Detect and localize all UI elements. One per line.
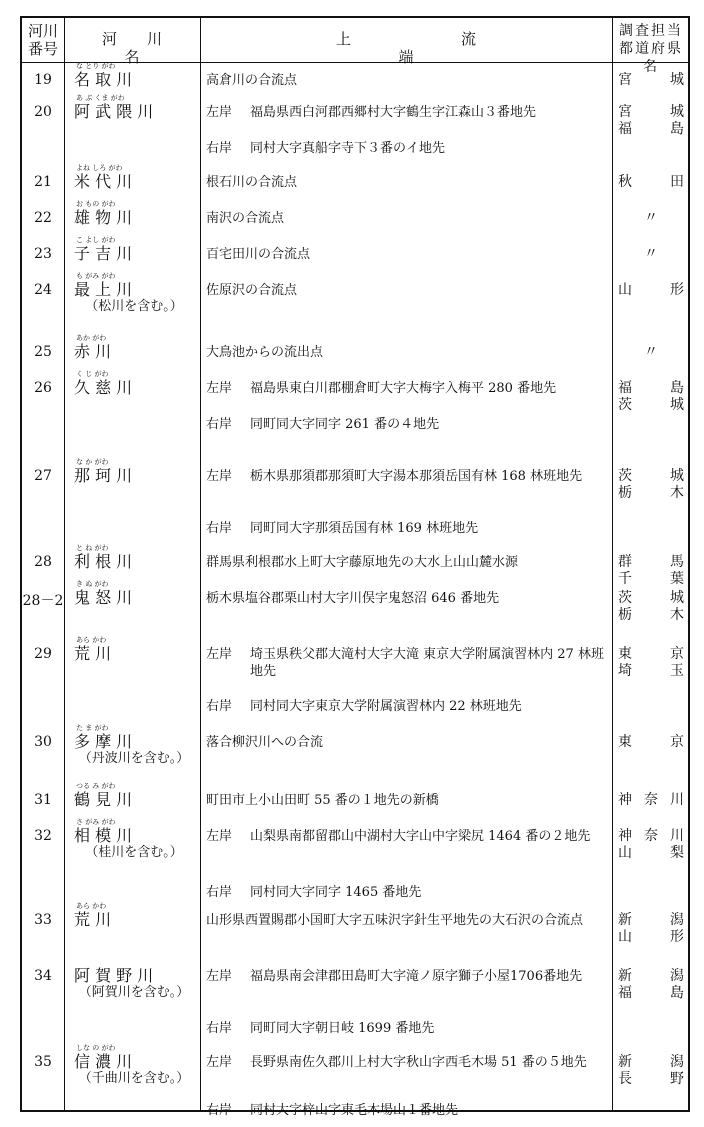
upstream-end-entry: [206, 520, 604, 537]
upstream-end-entry: [206, 246, 604, 263]
river-name-reading: あら かわ: [76, 902, 107, 910]
prefecture-cell: [618, 210, 684, 227]
river-name-cell: [70, 334, 198, 361]
river-name-reading: つる み がわ: [76, 782, 116, 790]
river-name: 鬼 怒 川: [74, 588, 133, 607]
prefecture-cell: [618, 246, 684, 263]
river-number: 27: [34, 468, 52, 484]
prefecture-name: 〃: [644, 210, 658, 226]
upstream-end-text: 福島県東白川郡棚倉町大字大梅字入梅平 280 番地先: [250, 381, 557, 396]
river-name-cell: [70, 636, 198, 663]
prefecture-name: 新 潟: [618, 912, 684, 928]
prefecture-cell: [618, 828, 684, 862]
river-name-cell: [70, 902, 198, 929]
upstream-end-text: 同町同大字同字 261 番の４地先: [250, 417, 440, 432]
river-name: 赤 川: [74, 342, 112, 361]
upstream-end-text: 山形県西置賜郡小国町大字五味沢字針生平地先の大石沢の合流点: [206, 913, 584, 928]
bank-side: 左岸: [206, 969, 233, 984]
river-name-note: （松川を含む。）: [85, 299, 183, 314]
upstream-end-text: 南沢の合流点: [206, 211, 285, 226]
river-name-cell: [70, 236, 198, 263]
river-name: 荒 川: [74, 644, 112, 663]
prefecture-cell: [618, 734, 684, 751]
prefecture-name: 福 島: [618, 985, 684, 1001]
upstream-end-text: 落合柳沢川への合流: [206, 735, 324, 750]
upstream-end-entry: [206, 1054, 604, 1071]
upstream-end-entry: [206, 282, 604, 299]
prefecture-cell: [618, 344, 684, 361]
bank-side: 右岸: [206, 1021, 233, 1036]
river-name: 信 濃 川: [74, 1052, 133, 1071]
river-number: 19: [34, 72, 52, 88]
prefecture-cell: [618, 912, 684, 946]
river-name-note: （丹波川を含む。）: [78, 751, 190, 766]
upstream-end-entry: [206, 210, 604, 227]
upstream-end-text: 栃木県那須郡那須町大字湯本那須岳国有林 168 林班地先: [250, 469, 583, 484]
river-number: 35: [34, 1054, 52, 1070]
prefecture-cell: [618, 104, 684, 138]
river-name-note: （桂川を含む。）: [85, 845, 183, 860]
upstream-end-text: 福島県南会津郡田島町大字滝ノ原字獅子小屋1706番地先: [250, 969, 583, 984]
upstream-end-entry: [206, 968, 604, 985]
upstream-end-text: 群馬県利根郡水上町大字藤原地先の大水上山山麓水源: [206, 555, 519, 570]
prefecture-cell: [618, 792, 684, 809]
prefecture-cell: [618, 468, 684, 502]
river-name-reading: お もの がわ: [76, 200, 116, 208]
river-name-reading: な か がわ: [76, 458, 109, 466]
river-name: 利 根 川: [74, 552, 133, 571]
river-name-cell: [70, 580, 198, 607]
upstream-end-text: 百宅田川の合流点: [206, 247, 311, 262]
river-name: 相 模 川: [74, 826, 133, 845]
bank-side: 右岸: [206, 521, 233, 536]
prefecture-name: 福 島: [618, 380, 684, 396]
bank-side: 左岸: [206, 647, 233, 662]
upstream-end-entry: [206, 828, 604, 845]
river-name-reading: さ がみ がわ: [76, 818, 116, 826]
bank-side: 右岸: [206, 699, 233, 714]
river-name-cell: [70, 164, 198, 191]
prefecture-name: 〃: [644, 246, 658, 262]
river-name-cell: [70, 544, 198, 571]
prefecture-name: 東 京: [618, 734, 684, 750]
river-name: 名 取 川: [74, 70, 133, 89]
header-river-name: 河川名: [101, 30, 192, 66]
river-name-cell: [70, 370, 198, 397]
river-number: 26: [34, 380, 52, 396]
prefecture-name: 山 梨: [618, 845, 684, 861]
column-divider: [612, 18, 613, 1110]
prefecture-name: 秋 田: [618, 174, 684, 190]
upstream-end-entry: [206, 380, 604, 397]
upstream-end-entry: [206, 646, 604, 680]
upstream-end-entry: [206, 104, 604, 121]
upstream-end-entry: [206, 734, 604, 751]
river-name-reading: く じ がわ: [76, 370, 109, 378]
river-name-cell: [70, 272, 198, 315]
upstream-end-entry: [206, 174, 604, 191]
upstream-end-text: 同町同大字那須岳国有林 169 林班地先: [250, 521, 479, 536]
river-number: 29: [34, 646, 52, 662]
prefecture-name: 千 葉: [618, 571, 684, 587]
river-name-reading: あら かわ: [76, 636, 107, 644]
prefecture-name: 茨 城: [618, 590, 684, 606]
river-name-cell: [70, 458, 198, 485]
upstream-end-text: 同村同大字同字 1465 番地先: [250, 885, 422, 900]
river-name-reading: た ま がわ: [76, 724, 109, 732]
prefecture-name: 新 潟: [618, 968, 684, 984]
bank-side: 右岸: [206, 1103, 233, 1118]
upstream-end-entry: [206, 912, 604, 929]
bank-side: 右岸: [206, 885, 233, 900]
river-number: 34: [34, 968, 52, 984]
prefecture-name: 山 形: [618, 929, 684, 945]
river-number: 23: [34, 246, 52, 262]
upstream-end-text: 埼玉県秩父郡大滝村大字大滝 東京大学附属演習林内 27 林班地先: [250, 647, 604, 679]
prefecture-name: 福 島: [618, 121, 684, 137]
upstream-end-text: 大鳥池からの流出点: [206, 345, 324, 360]
river-number: 25: [34, 344, 52, 360]
upstream-end-entry: [206, 72, 604, 89]
header-prefecture: 調査担当都道府県名: [619, 23, 683, 75]
upstream-end-entry: [206, 416, 604, 433]
upstream-end-text: 同村大字真船字寺下３番のイ地先: [250, 141, 446, 156]
river-name-note: （千曲川を含む。）: [78, 1071, 190, 1086]
prefecture-cell: [618, 282, 684, 299]
prefecture-name: 山 形: [618, 282, 684, 298]
river-name: 荒 川: [74, 910, 112, 929]
river-number: 33: [34, 912, 52, 928]
upstream-end-text: 町田市上小山田町 55 番の１地先の新橋: [206, 793, 439, 808]
river-name-reading: あ ぶ くま がわ: [76, 94, 125, 102]
prefecture-cell: [618, 646, 684, 680]
header-upstream-end: 上流端: [335, 30, 586, 66]
bank-side: 左岸: [206, 105, 233, 120]
river-number: 21: [34, 174, 52, 190]
upstream-end-entry: [206, 1020, 604, 1037]
upstream-end-entry: [206, 344, 604, 361]
upstream-end-entry: [206, 590, 604, 607]
prefecture-cell: [618, 174, 684, 191]
river-name-reading: よね しろ がわ: [76, 164, 123, 172]
river-name: 阿 賀 野 川: [74, 966, 154, 985]
column-divider: [64, 18, 65, 1110]
river-name-reading: こ よし がわ: [76, 236, 116, 244]
upstream-end-entry: [206, 140, 604, 157]
prefecture-name: 茨 城: [618, 397, 684, 413]
prefecture-name: 長 野: [618, 1071, 684, 1087]
river-name-reading: と ね がわ: [76, 544, 109, 552]
upstream-end-entry: [206, 698, 604, 715]
river-name: 那 珂 川: [74, 466, 133, 485]
bank-side: 左岸: [206, 829, 233, 844]
river-name: 子 吉 川: [74, 244, 133, 263]
river-name-note: （阿賀川を含む。）: [78, 985, 190, 1000]
river-name-reading: な とり がわ: [76, 62, 116, 70]
prefecture-name: 〃: [644, 344, 658, 360]
column-divider: [200, 18, 201, 1110]
upstream-end-text: 栃木県塩谷郡栗山村大字川俣字鬼怒沼 646 番地先: [206, 591, 500, 606]
prefecture-cell: [618, 380, 684, 414]
prefecture-cell: [618, 554, 684, 588]
prefecture-name: 神 奈 川: [618, 792, 684, 808]
river-name: 久 慈 川: [74, 378, 133, 397]
upstream-end-text: 同村大字梓山字東毛木場山１番地先: [250, 1103, 459, 1118]
river-name: 米 代 川: [74, 172, 133, 191]
river-name-reading: あか がわ: [76, 334, 107, 342]
river-name-cell: [70, 200, 198, 227]
river-number: 24: [34, 282, 52, 298]
river-name-reading: しな の がわ: [76, 1044, 116, 1052]
upstream-end-text: 同町同大字朝日岐 1699 番地先: [250, 1021, 435, 1036]
prefecture-name: 栃 木: [618, 607, 684, 623]
river-number: 22: [34, 210, 52, 226]
river-name: 鶴 見 川: [74, 790, 133, 809]
river-name-cell: [70, 1044, 198, 1087]
bank-side: 左岸: [206, 1055, 233, 1070]
river-number: 20: [34, 104, 52, 120]
bank-side: 右岸: [206, 141, 233, 156]
river-name: 阿 武 隈 川: [74, 102, 154, 121]
prefecture-cell: [618, 1054, 684, 1088]
upstream-end-text: 福島県西白河郡西郷村大字鶴生字江森山３番地先: [250, 105, 537, 120]
upstream-end-entry: [206, 554, 604, 571]
river-name-cell: [70, 818, 198, 861]
prefecture-cell: [618, 590, 684, 624]
prefecture-name: 栃 木: [618, 485, 684, 501]
header-river-number: 河川番号: [27, 22, 58, 58]
river-name-reading: も がみ がわ: [76, 272, 116, 280]
upstream-end-text: 山梨県南都留郡山中湖村大字山中字梁尻 1464 番の２地先: [250, 829, 591, 844]
river-number: 30: [34, 734, 52, 750]
river-number: 28－2: [22, 593, 64, 609]
prefecture-name: 神 奈 川: [618, 828, 684, 844]
river-name: 多 摩 川: [74, 732, 133, 751]
prefecture-name: 東 京: [618, 646, 684, 662]
upstream-end-text: 長野県南佐久郡川上村大字秋山字西毛木場 51 番の５地先: [250, 1055, 587, 1070]
river-name: 最 上 川: [74, 280, 133, 299]
upstream-end-text: 佐原沢の合流点: [206, 283, 298, 298]
prefecture-name: 宮 城: [618, 104, 684, 120]
river-table: [20, 16, 690, 1118]
prefecture-name: 新 潟: [618, 1054, 684, 1070]
upstream-end-entry: [206, 468, 604, 485]
bank-side: 左岸: [206, 469, 233, 484]
river-name-reading: き ぬ がわ: [76, 580, 109, 588]
upstream-end-text: 高倉川の合流点: [206, 73, 298, 88]
river-name-cell: [70, 782, 198, 809]
upstream-end-entry: [206, 792, 604, 809]
river-name-cell: [70, 62, 198, 89]
river-number: 28: [34, 554, 52, 570]
river-name: 雄 物 川: [74, 208, 133, 227]
prefecture-name: 宮 城: [618, 72, 684, 88]
bank-side: 右岸: [206, 417, 233, 432]
upstream-end-entry: [206, 1102, 604, 1119]
upstream-end-text: 同村同大字東京大学附属演習林内 22 林班地先: [250, 699, 522, 714]
upstream-end-text: 根石川の合流点: [206, 175, 298, 190]
river-name-cell: [70, 958, 198, 1001]
prefecture-name: 埼 玉: [618, 663, 684, 679]
river-number: 31: [34, 792, 52, 808]
river-number: 32: [34, 828, 52, 844]
river-name-cell: [70, 94, 198, 121]
river-name-cell: [70, 724, 198, 767]
prefecture-cell: [618, 72, 684, 89]
bank-side: 左岸: [206, 381, 233, 396]
prefecture-name: 茨 城: [618, 468, 684, 484]
prefecture-name: 群 馬: [618, 554, 684, 570]
prefecture-cell: [618, 968, 684, 1002]
upstream-end-entry: [206, 884, 604, 901]
